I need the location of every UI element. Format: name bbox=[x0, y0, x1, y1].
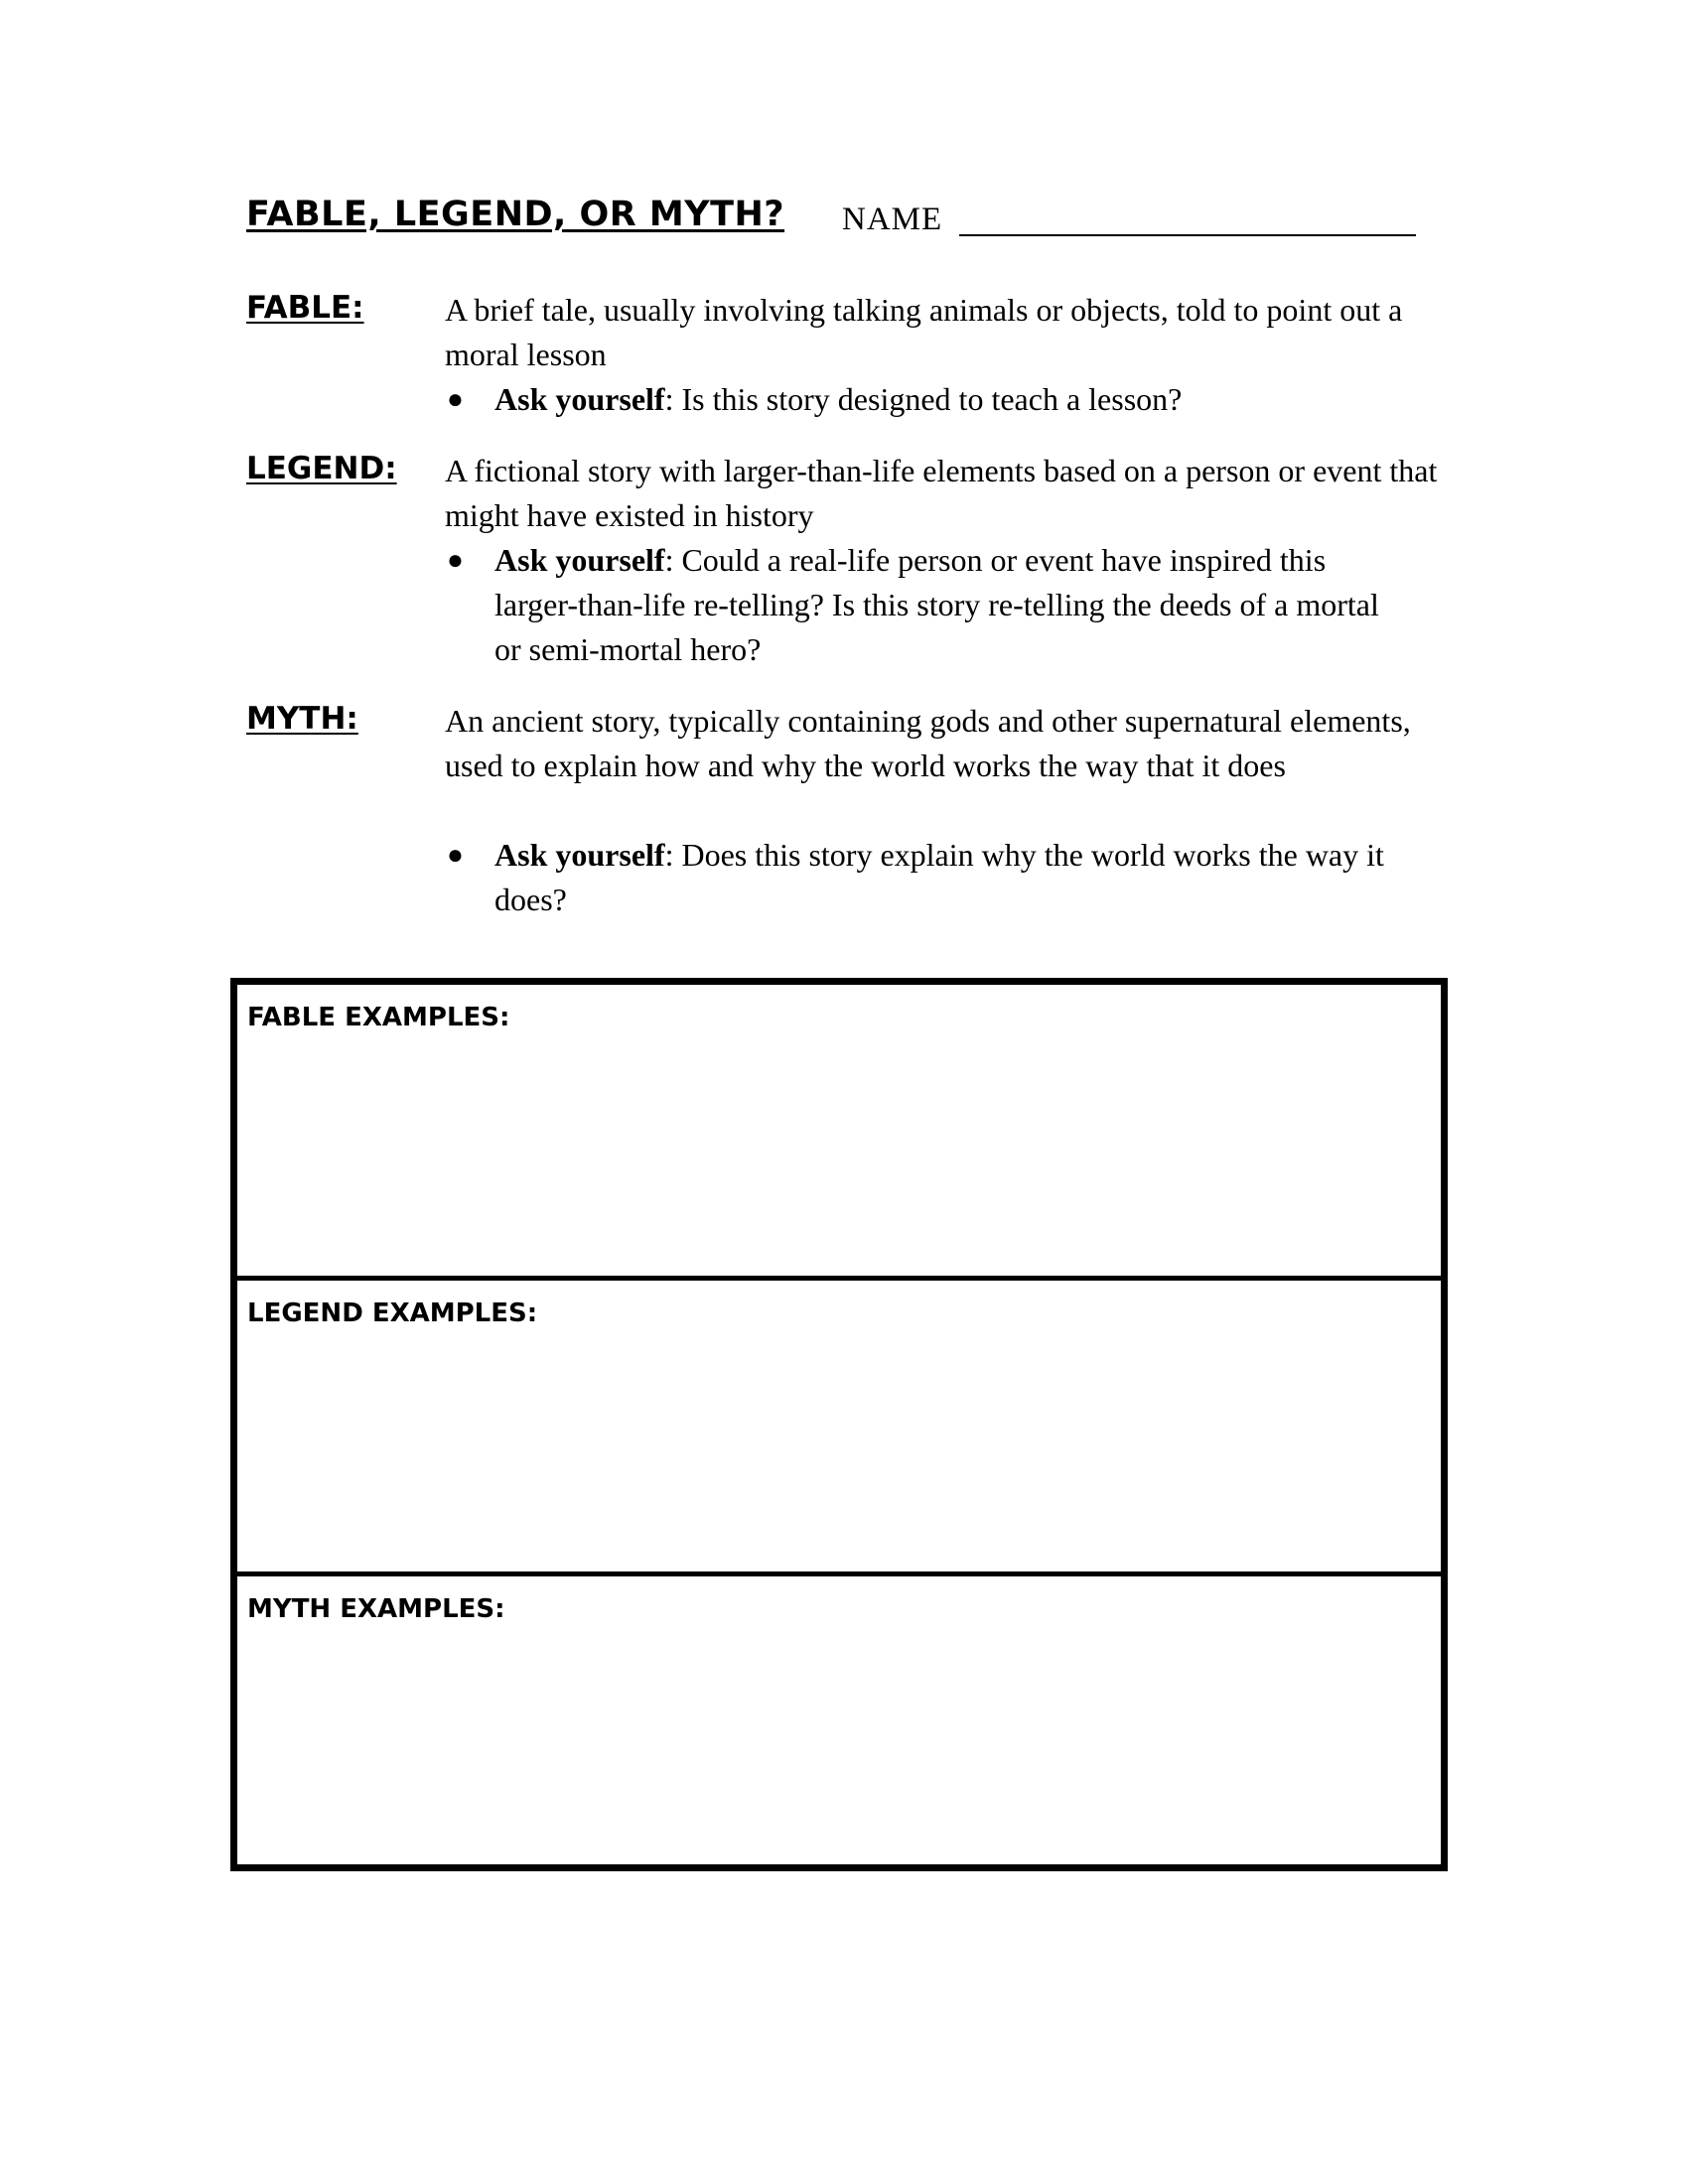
bullet-icon: ● bbox=[447, 545, 464, 576]
term-myth: MYTH: bbox=[246, 701, 358, 737]
term-fable: FABLE: bbox=[246, 290, 364, 326]
examples-table bbox=[230, 978, 1448, 1871]
ask-yourself-fable bbox=[447, 377, 1487, 422]
bullet-icon: ● bbox=[447, 384, 464, 415]
myth-examples-label: MYTH EXAMPLES: bbox=[247, 1594, 505, 1624]
name-blank-line[interactable] bbox=[959, 234, 1416, 236]
myth-examples-area[interactable] bbox=[237, 1576, 1441, 1864]
worksheet-title: FABLE, LEGEND, OR MYTH? bbox=[246, 195, 785, 234]
ask-yourself-question: : Is this story designed to teach a lesson? bbox=[664, 381, 1183, 417]
ask-yourself-question: : Could a real-life person or event have inspired this larger-than-life re-telling? Is this story re-telling the deeds of a mortal or semi-mortal hero? bbox=[494, 542, 1379, 667]
legend-examples-area[interactable] bbox=[237, 1281, 1441, 1576]
term-legend: LEGEND: bbox=[246, 451, 397, 486]
worksheet-header bbox=[246, 195, 1418, 254]
ask-yourself-label: Ask yourself bbox=[494, 381, 665, 417]
definition-text-myth: An ancient story, typically containing gods and other supernatural elements, used to explain how and why the world works the way that it does bbox=[445, 703, 1411, 783]
ask-yourself-label: Ask yourself bbox=[494, 542, 665, 578]
ask-yourself-question: : Does this story explain why the world works the way it does? bbox=[494, 837, 1384, 917]
fable-examples-label: FABLE EXAMPLES: bbox=[247, 1003, 510, 1032]
name-label: NAME bbox=[842, 202, 943, 237]
ask-yourself-myth bbox=[447, 833, 1487, 922]
legend-examples-label: LEGEND EXAMPLES: bbox=[247, 1298, 538, 1328]
bullet-icon: ● bbox=[447, 840, 464, 871]
definition-text-fable: A brief tale, usually involving talking animals or objects, told to point out a moral lesson bbox=[445, 292, 1403, 372]
ask-yourself-label: Ask yourself bbox=[494, 837, 665, 873]
ask-yourself-legend bbox=[447, 538, 1487, 672]
fable-examples-area[interactable] bbox=[237, 985, 1441, 1281]
definition-text-legend: A fictional story with larger-than-life elements based on a person or event that might have existed in history bbox=[445, 453, 1438, 533]
